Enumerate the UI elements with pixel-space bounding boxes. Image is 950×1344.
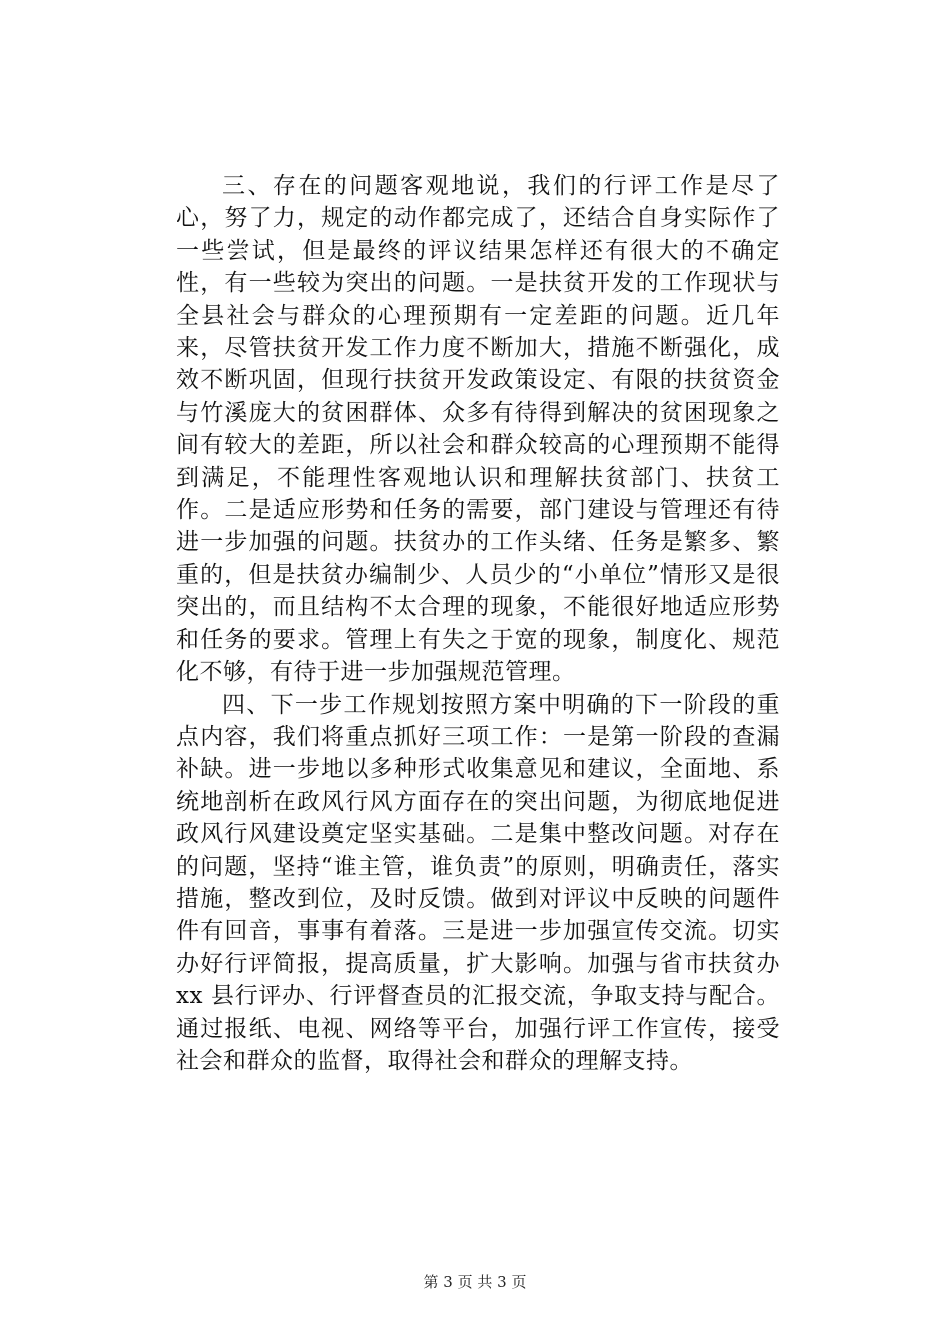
paragraph-problems: 三、存在的问题客观地说，我们的行评工作是尽了心，努了力，规定的动作都完成了，还结合自身实际作了一些尝试，但是最终的评议结果怎样还有很大的不确定性，有一些较为突出的问题。一是扶贫开发的工作现状与全县社会与群众的心理预期有一定差距的问题。近几年来，尽管扶贫开发工作力度不断加大，措施不断强化，成效不断巩固，但现行扶贫开发政策设定、有限的扶贫资金与竹溪庞大的贫困群体、众多有待得到解决的贫困现象之间有较大的差距，所以社会和群众较高的心理预期不能得到满足，不能理性客观地认识和理解扶贫部门、扶贫工作。二是适应形势和任务的需要，部门建设与管理还有待进一步加强的问题。扶贫办的工作头绪、任务是繁多、繁重的，但是扶贫办编制少、人员少的“小单位”情形又是很突出的，而且结构不太合理的现象，不能很好地适应形势和任务的要求。管理上有失之于宽的现象，制度化、规范化不够，有待于进一步加强规范管理。 — [176, 173, 780, 686]
page-number-label: 第 3 页 共 3 页 — [423, 1273, 527, 1291]
document-body — [176, 170, 780, 1077]
page-footer — [0, 1272, 950, 1292]
paragraph-next-steps: 四、下一步工作规划按照方案中明确的下一阶段的重点内容，我们将重点抓好三项工作：一是第一阶段的查漏补缺。进一步地以多种形式收集意见和建议，全面地、系统地剖析在政风行风方面存在的突出问题，为彻底地促进政风行风建设奠定坚实基础。二是集中整改问题。对存在的问题，坚持“谁主管，谁负责”的原则，明确责任，落实措施，整改到位，及时反馈。做到对评议中反映的问题件件有回音，事事有着落。三是进一步加强宣传交流。切实办好行评简报，提高质量，扩大影响。加强与省市扶贫办 xx 县行评办、行评督查员的汇报交流，争取支持与配合。通过报纸、电视、网络等平台，加强行评工作宣传，接受社会和群众的监督，取得社会和群众的理解支持。 — [176, 691, 780, 1074]
